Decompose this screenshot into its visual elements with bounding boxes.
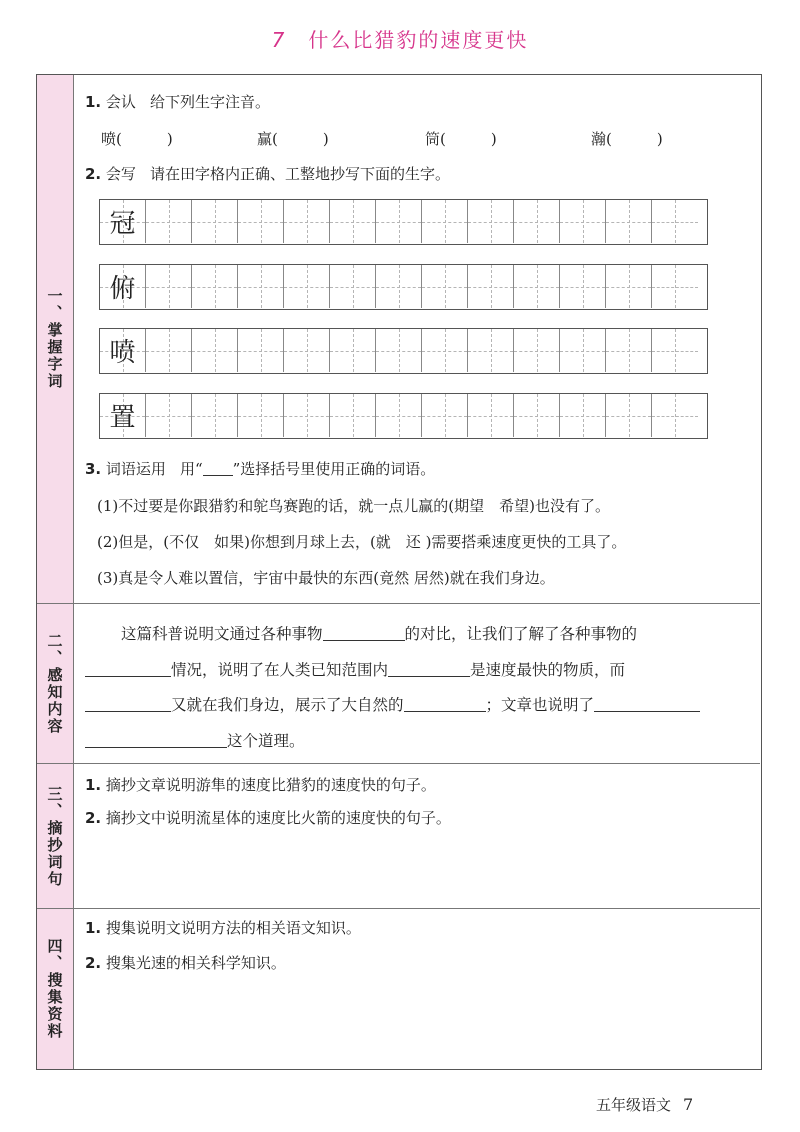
model-character: 俯: [109, 274, 136, 304]
summary-blank-1[interactable]: [323, 624, 405, 641]
section-label-excerpts: 三、摘抄词句: [37, 764, 74, 909]
pinyin-blank-3[interactable]: 筒( ): [425, 130, 497, 148]
model-character: 置: [109, 403, 136, 433]
pinyin-blank-4[interactable]: 瀚( ): [591, 130, 663, 148]
underline-sample: [203, 459, 233, 476]
section-label-research: 四、搜集资料: [37, 909, 74, 1069]
section-label-vocabulary: 一、掌握字词: [37, 75, 74, 603]
pinyin-blank-1[interactable]: 喷( ): [101, 130, 173, 148]
summary-blank-3[interactable]: [388, 660, 470, 677]
worksheet: [36, 74, 762, 1070]
summary-blank-2[interactable]: [85, 660, 171, 677]
sentence-2: (2)但是，(不仅 如果)你想到月球上去，(就 还 )需要搭乘速度更快的工具了。: [97, 533, 627, 551]
sentence-1: (1)不过要是你跟猎豹和鸵鸟赛跑的话，就一点儿赢的(期望 希望)也没有了。: [97, 497, 610, 515]
summary-blank-5[interactable]: [404, 695, 486, 712]
summary-blank-7[interactable]: [85, 731, 227, 748]
section-comprehension: [37, 603, 760, 764]
section-vocabulary: [37, 75, 760, 603]
question-3-word-usage: 3. 词语运用 用“ ”选择括号里使用正确的词语。: [85, 460, 436, 478]
excerpt-task-2: 2. 摘抄文中说明流星体的速度比火箭的速度快的句子。: [85, 809, 451, 827]
summary-line-1: 这篇科普说明文通过各种事物 的对比，让我们了解了各种事物的: [121, 625, 638, 643]
section-research: [37, 908, 760, 1069]
question-1-recognize: 1. 会认 给下列生字注音。: [85, 93, 270, 111]
summary-line-2: 情况，说明了在人类已知范围内 是速度最快的物质，而: [85, 658, 625, 680]
section-label-comprehension: 二、感知内容: [37, 604, 74, 764]
page-title: [0, 24, 800, 53]
summary-line-4: 这个道理。: [85, 729, 305, 751]
sentence-3: (3)真是令人难以置信，宇宙中最快的东西(竟然 居然)就在我们身边。: [97, 569, 555, 587]
research-task-2: 2. 搜集光速的相关科学知识。: [85, 954, 286, 972]
book-name: 五年级语文: [596, 1096, 672, 1114]
model-character: 冠: [109, 209, 136, 239]
section-excerpts: [37, 763, 760, 909]
question-2-write: 2. 会写 请在田字格内正确、工整地抄写下面的生字。: [85, 165, 450, 183]
excerpt-task-1: 1. 摘抄文章说明游隼的速度比猎豹的速度快的句子。: [85, 776, 436, 794]
summary-blank-4[interactable]: [85, 695, 171, 712]
summary-blank-6[interactable]: [594, 695, 700, 712]
research-task-1: 1. 搜集说明文说明方法的相关语文知识。: [85, 919, 361, 937]
model-character: 喷: [109, 338, 136, 368]
lesson-title: 什么比猎豹的速度更快: [308, 28, 529, 52]
pinyin-blank-2[interactable]: 赢( ): [257, 130, 329, 148]
summary-line-3: 又就在我们身边，展示了大自然的 ；文章也说明了: [85, 693, 700, 715]
page-number: 7: [683, 1095, 694, 1114]
lesson-number: 7: [271, 28, 287, 52]
page-footer: [596, 1094, 693, 1115]
